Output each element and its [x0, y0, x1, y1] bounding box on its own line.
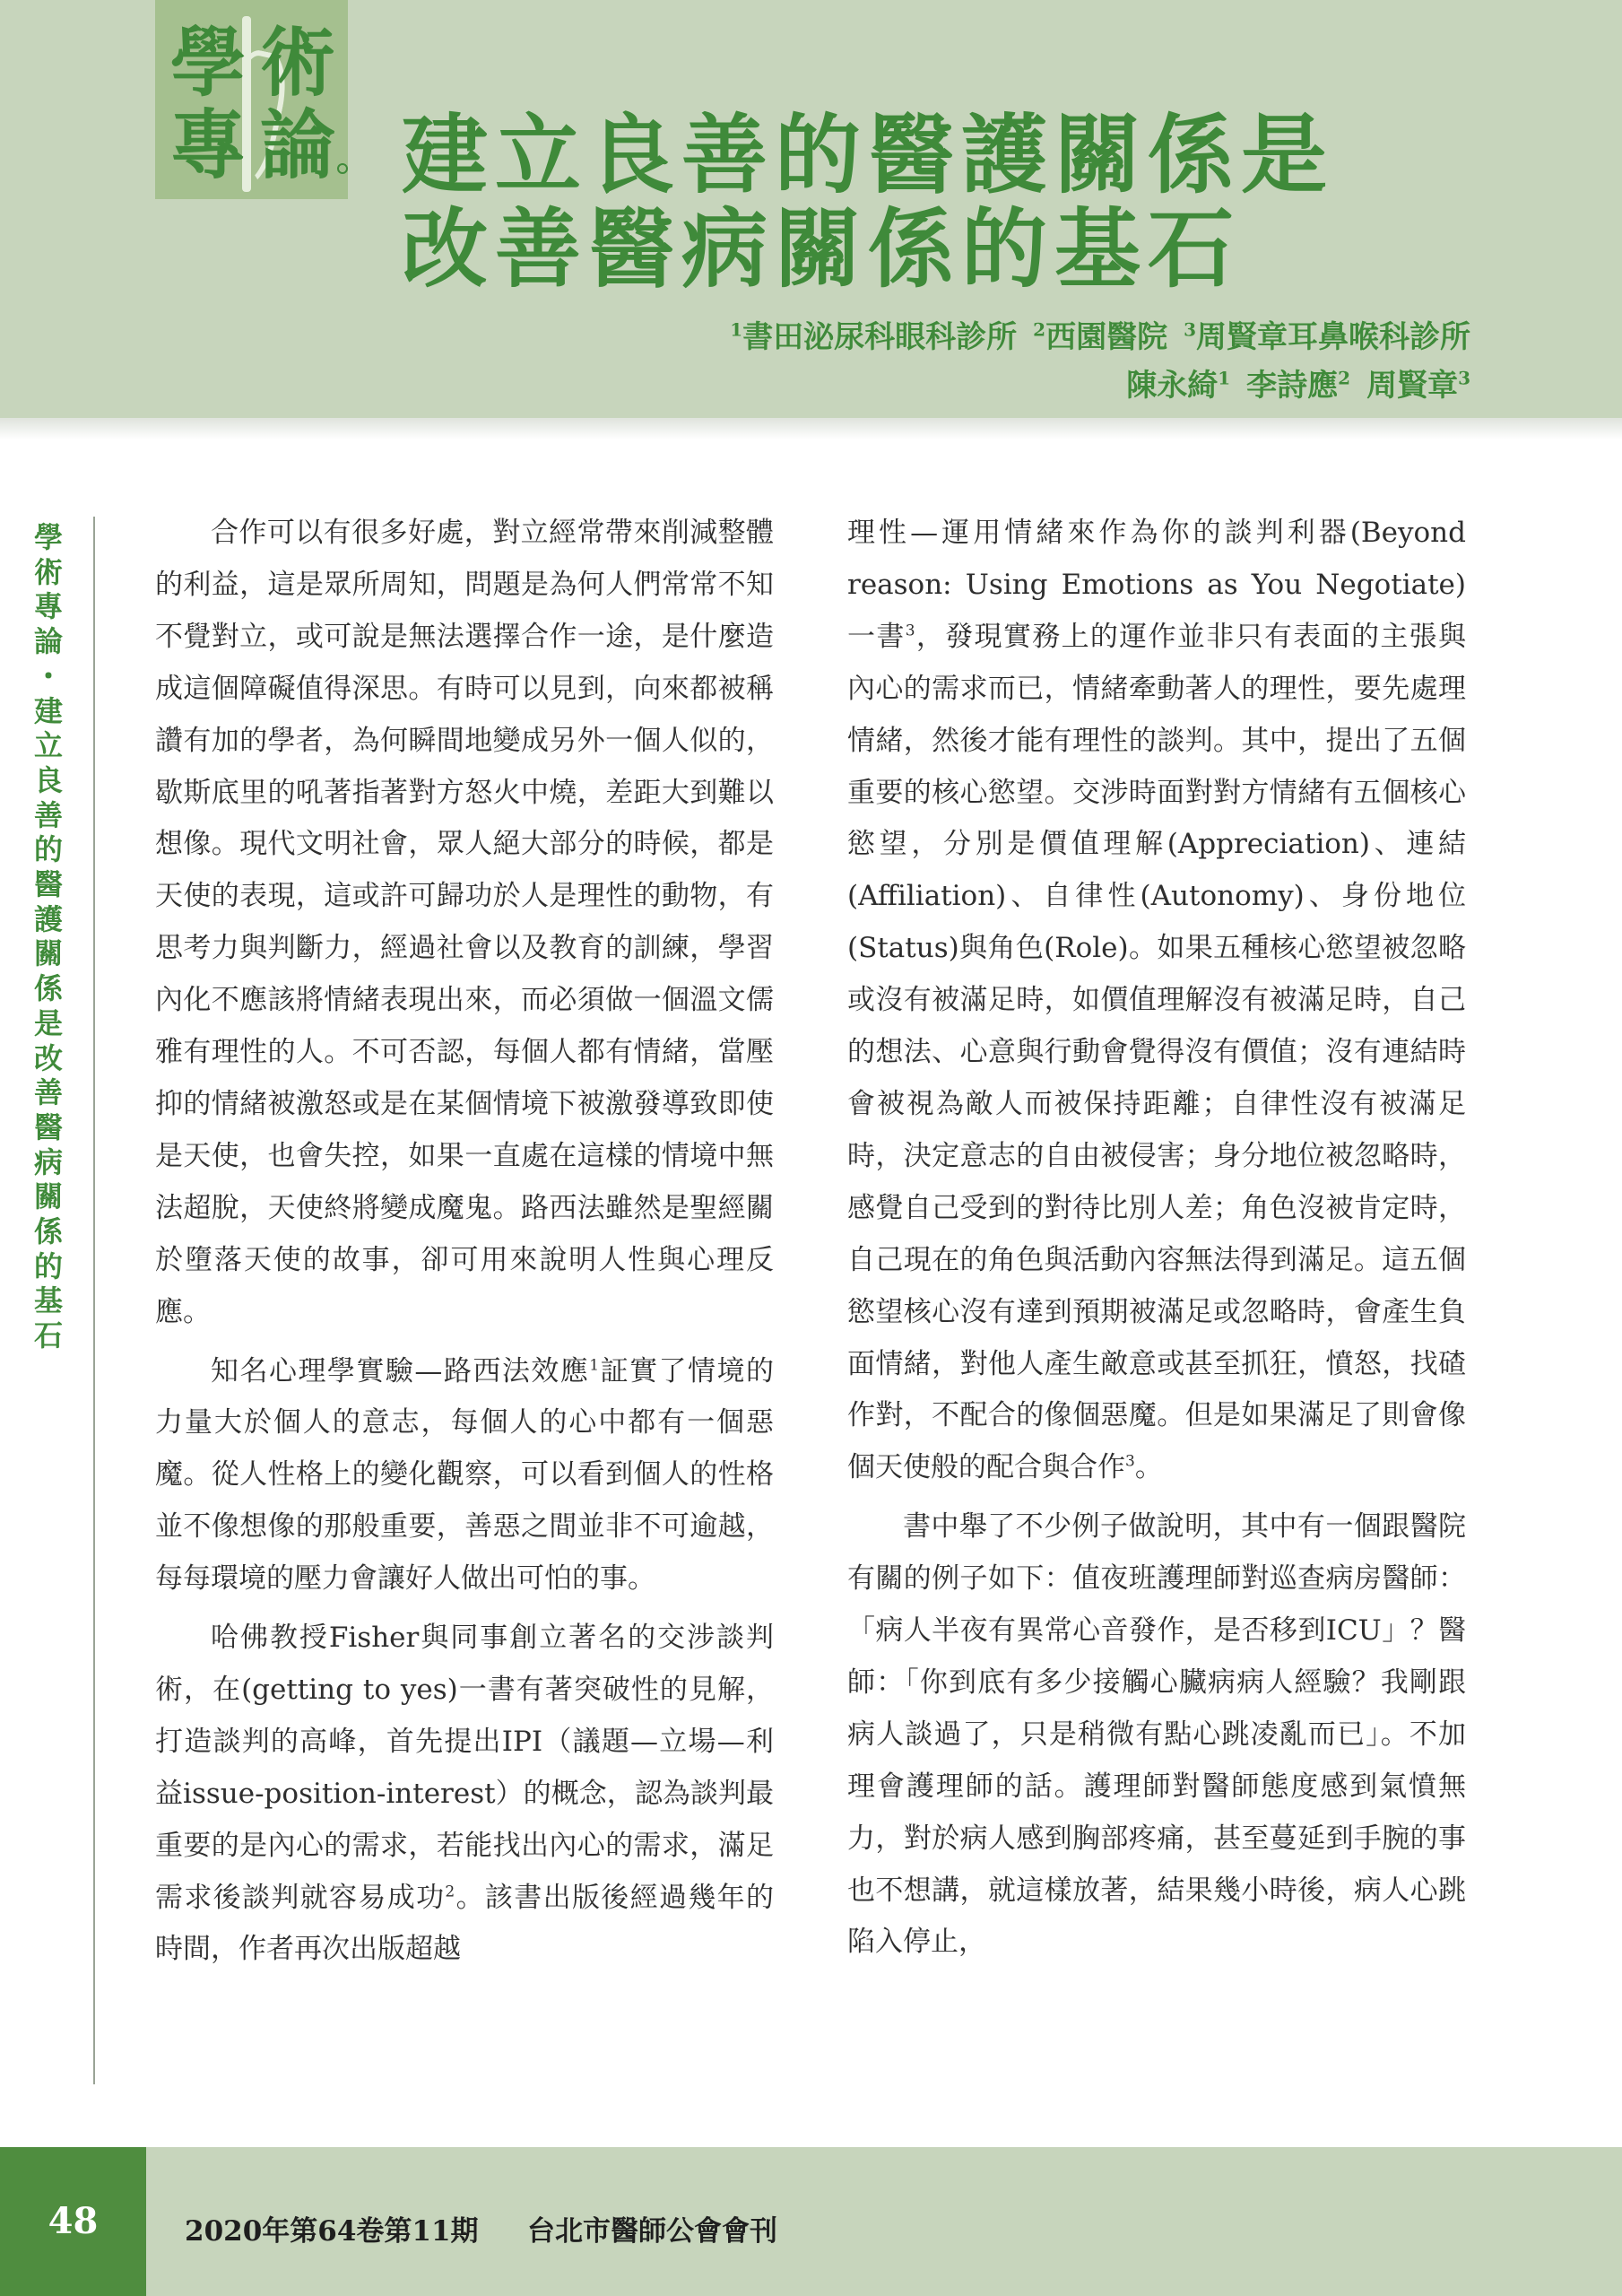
journal-issue: 2020年第64卷第11期: [185, 2215, 479, 2248]
side-title-char: 關: [33, 936, 63, 971]
side-title-char: 改: [33, 1040, 63, 1075]
author-name: 周賢章: [1366, 368, 1459, 404]
logo-char: 論: [260, 100, 336, 189]
author-name: 陳永綺: [1126, 368, 1219, 404]
affiliations: [730, 312, 1470, 356]
affiliation-name: 西園醫院: [1045, 319, 1168, 355]
logo-char: 術: [260, 18, 336, 107]
body-paragraph: 合作可以有很多好處，對立經常帶來削減整體的利益，這是眾所周知，問題是為何人們常常不知不覺對立，或可說是無法選擇合作一途，是什麼造成這個障礙值得深思。有時可以見到，向來都被稱讚有加的學者，為何瞬間地變成另外一個人似的，歇斯底里的吼著指著對方怒火中燒，差距大到難以想像。現代文明社會，眾人絕大部分的時候，都是天使的表現，這或許可歸功於人是理性的動物，有思考力與判斷力，經過社會以及教育的訓練，學習內化不應該將情緒表現出來，而必須做一個溫文儒雅有理性的人。不可否認，每個人都有情緒，當壓抑的情緒被激怒或是在某個情境下被激發導致即使是天使，也會失控，如果一直處在這樣的情境中無法超脫，天使終將變成魔鬼。路西法雖然是聖經關於墮落天使的故事，卻可用來說明人性與心理反應。: [155, 517, 774, 1328]
side-title-char: 善: [33, 797, 63, 832]
body-paragraph: [155, 1613, 774, 1976]
citation-mark: 2: [445, 1883, 455, 1901]
affiliation-name: 周賢章耳鼻喉科診所: [1196, 319, 1470, 355]
page-number: 48: [48, 2200, 99, 2242]
side-title-char: 良: [33, 762, 63, 797]
side-title-char: 醫: [33, 867, 63, 902]
article-title: [402, 104, 1334, 300]
author-mark: 2: [1338, 367, 1351, 389]
affiliation-mark: 2: [1033, 318, 1046, 341]
side-title-char: 是: [33, 1005, 63, 1040]
side-rule: [93, 517, 95, 2084]
authors: [1126, 361, 1470, 404]
author-mark: 3: [1458, 367, 1470, 389]
body-column-left: [155, 508, 774, 1976]
title-line-2: 改善醫病關係的基石: [402, 198, 1241, 300]
body-column-right: [847, 508, 1466, 1969]
side-title-char: 醫: [33, 1109, 63, 1144]
side-title-char: 係: [33, 971, 63, 1006]
author-mark: 1: [1218, 367, 1231, 389]
side-title-char: 論: [33, 624, 63, 659]
side-title-char: 關: [33, 1179, 63, 1214]
side-title-char: 的: [33, 1248, 63, 1283]
paragraph-text: 。: [1134, 1451, 1163, 1484]
affiliation-mark: 3: [1184, 318, 1196, 341]
side-title-char: ・: [33, 658, 63, 693]
side-title-char: 石: [33, 1318, 63, 1353]
affiliation-name: 書田泌尿科眼科診所: [742, 319, 1018, 355]
paragraph-text: 。該書出版後經過幾年的時間，作者再次出版超越: [155, 1881, 775, 1966]
title-line-1: 建立良善的醫護關係是: [402, 104, 1334, 205]
header-divider: [0, 418, 1622, 439]
logo-char: 學: [170, 18, 247, 107]
side-title-char: 係: [33, 1214, 63, 1249]
body-paragraph: [847, 508, 1466, 1494]
side-title-char: 善: [33, 1075, 63, 1110]
paragraph-text: 哈佛教授Fisher與同事創立著名的交涉談判術，在(getting to yes)一書有著突破性的見解，打造談判的高峰，首先提出IPI（議題—立場—利益issue-position-interest）的概念，認為談判最重要的是內心的需求，若能找出內心的需求，滿足需求後談判就容易成功: [155, 1622, 774, 1914]
author-name: 李詩應: [1246, 368, 1339, 404]
citation-mark: 3: [905, 622, 915, 640]
affiliation-mark: 1: [730, 318, 743, 341]
side-title-char: 病: [33, 1144, 63, 1179]
side-title-char: 立: [33, 728, 63, 763]
citation-mark: 1: [589, 1356, 600, 1375]
side-title-char: 學: [33, 520, 63, 554]
paragraph-text: 知名心理學實驗—路西法效應: [211, 1354, 590, 1387]
side-title-char: 基: [33, 1283, 63, 1318]
logo-dot-icon: [337, 163, 348, 174]
paragraph-text: 理性—運用情緒來作為你的談判利器(Beyond reason: Using Emotions as You Negotiate)一書: [847, 517, 1466, 653]
side-title-char: 專: [33, 589, 63, 624]
side-title-char: 護: [33, 901, 63, 936]
page-number-box: [0, 2147, 146, 2296]
side-title-char: 的: [33, 832, 63, 867]
side-title-char: 建: [33, 693, 63, 728]
paragraph-text: 証實了情境的力量大於個人的意志，每個人的心中都有一個惡魔。從人性格上的變化觀察，可以看到個人的性格並不像想像的那般重要，善惡之間並非不可逾越，每每環境的壓力會讓好人做出可怕的事。: [155, 1354, 775, 1596]
citation-mark: 3: [1125, 1452, 1135, 1471]
body-paragraph: [155, 1346, 774, 1606]
side-title-char: 術: [33, 554, 63, 589]
body-paragraph: 書中舉了不少例子做說明，其中有一個跟醫院有關的例子如下：值夜班護理師對巡查病房醫師：「病人半夜有異常心音發作，是否移到ICU」？醫師：「你到底有多少接觸心臟病病人經驗？我剛跟病人談過了，只是稍微有點心跳凌亂而已」。不加理會護理師的話。護理師對醫師態度感到氣憤無力，對於病人感到胸部疼痛，甚至蔓延到手腕的事也不想講，就這樣放著，結果幾小時後，病人心跳陷入停止，: [847, 1510, 1466, 1959]
side-running-title: [30, 520, 66, 1353]
journal-name: 台北市醫師公會會刊: [527, 2215, 777, 2248]
logo-char: 專: [170, 100, 247, 189]
paragraph-text: ，發現實務上的運作並非只有表面的主張與內心的需求而已，情緒牽動著人的理性，要先處理情緒，然後才能有理性的談判。其中，提出了五個重要的核心慾望。交涉時面對對方情緒有五個核心慾望，分別是價值理解(Appreciation)、連結(Affiliation)、自律性(Autonomy)、身份地位(Status)與角色(Role)。如果五種核心慾望被忽略或沒有被滿足時，如價值理解沒有被滿足時，自己的想法、心意與行動會覺得沒有價值；沒有連結時會被視為敵人而被保持距離；自律性沒有被滿足時，決定意志的自由被侵害；身分地位被忽略時，感覺自己受到的對待比別人差；角色沒被肯定時，自己現在的角色與活動內容無法得到滿足。這五個慾望核心沒有達到預期被滿足或忽略時，會產生負面情緒，對他人產生敵意或甚至抓狂，憤怒，找碴作對，不配合的像個惡魔。但是如果滿足了則會像個天使般的配合與合作: [847, 620, 1467, 1484]
